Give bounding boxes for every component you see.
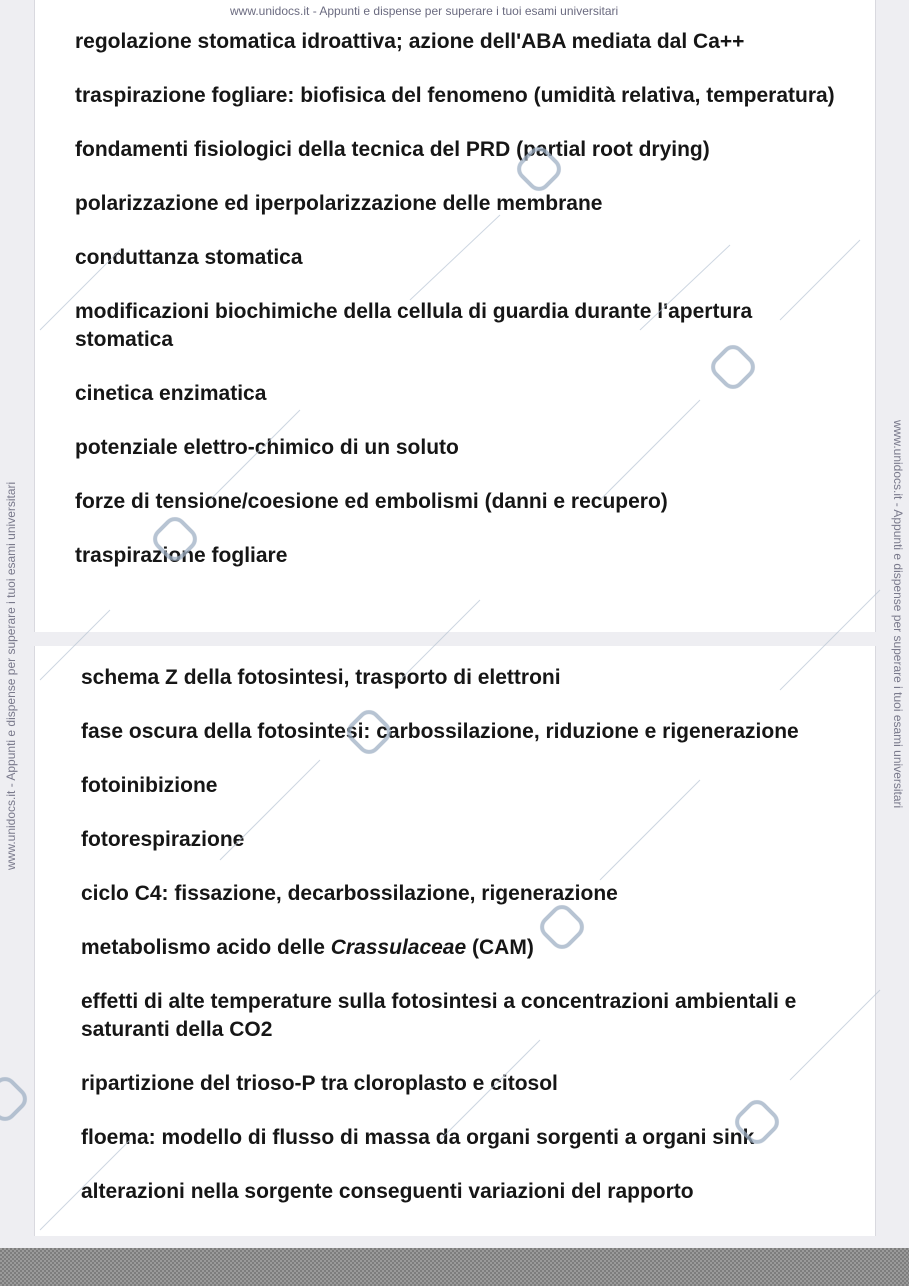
topic-item: ripartizione del trioso-P tra cloroplasto e citosol	[81, 1072, 558, 1095]
topic-item: fotoinibizione	[81, 774, 218, 797]
topic-item: polarizzazione ed iperpolarizzazione delle membrane	[75, 192, 603, 215]
topic-item: cinetica enzimatica	[75, 382, 267, 405]
footer-strip	[0, 1248, 909, 1286]
topic-item: alterazioni nella sorgente conseguenti variazioni del rapporto	[81, 1180, 694, 1203]
topic-item: schema Z della fotosintesi, trasporto di elettroni	[81, 666, 561, 689]
watermark-right: www.unidocs.it - Appunti e dispense per superare i tuoi esami universitari	[891, 420, 905, 809]
topic-item: traspirazione fogliare: biofisica del fenomeno (umidità relativa, temperatura)	[75, 84, 835, 107]
topic-item: effetti di alte temperature sulla fotosintesi a concentrazioni ambientali e saturanti della CO2	[81, 990, 797, 1041]
topic-item: fondamenti fisiologici della tecnica del PRD (partial root drying)	[75, 138, 710, 161]
topic-item: ciclo C4: fissazione, decarbossilazione, rigenerazione	[81, 882, 618, 905]
topic-item: forze di tensione/coesione ed embolismi (danni e recupero)	[75, 490, 668, 513]
topic-cam-before: metabolismo acido delle	[81, 936, 331, 959]
topic-item: regolazione stomatica idroattiva; azione dell'ABA mediata dal Ca++	[75, 30, 745, 53]
topic-item: floema: modello di flusso di massa da organi sorgenti a organi sink	[81, 1126, 755, 1149]
topic-item: traspirazione fogliare	[75, 544, 288, 567]
topic-item: conduttanza stomatica	[75, 246, 303, 269]
document-page-1	[34, 0, 876, 632]
topic-cam-after: (CAM)	[466, 936, 534, 959]
topic-item: potenziale elettro-chimico di un soluto	[75, 436, 459, 459]
topic-cam-italic: Crassulaceae	[330, 936, 467, 959]
watermark-top: www.unidocs.it - Appunti e dispense per superare i tuoi esami universitari	[230, 4, 619, 18]
document-page-2	[34, 646, 876, 1236]
topic-item: fase oscura della fotosintesi: carbossilazione, riduzione e rigenerazione	[81, 720, 799, 743]
topic-item-cam	[81, 934, 851, 962]
topic-item: fotorespirazione	[81, 828, 245, 851]
watermark-left: www.unidocs.it - Appunti e dispense per superare i tuoi esami universitari	[4, 481, 18, 870]
topic-item: modificazioni biochimiche della cellula di guardia durante l'apertura stomatica	[75, 300, 753, 351]
